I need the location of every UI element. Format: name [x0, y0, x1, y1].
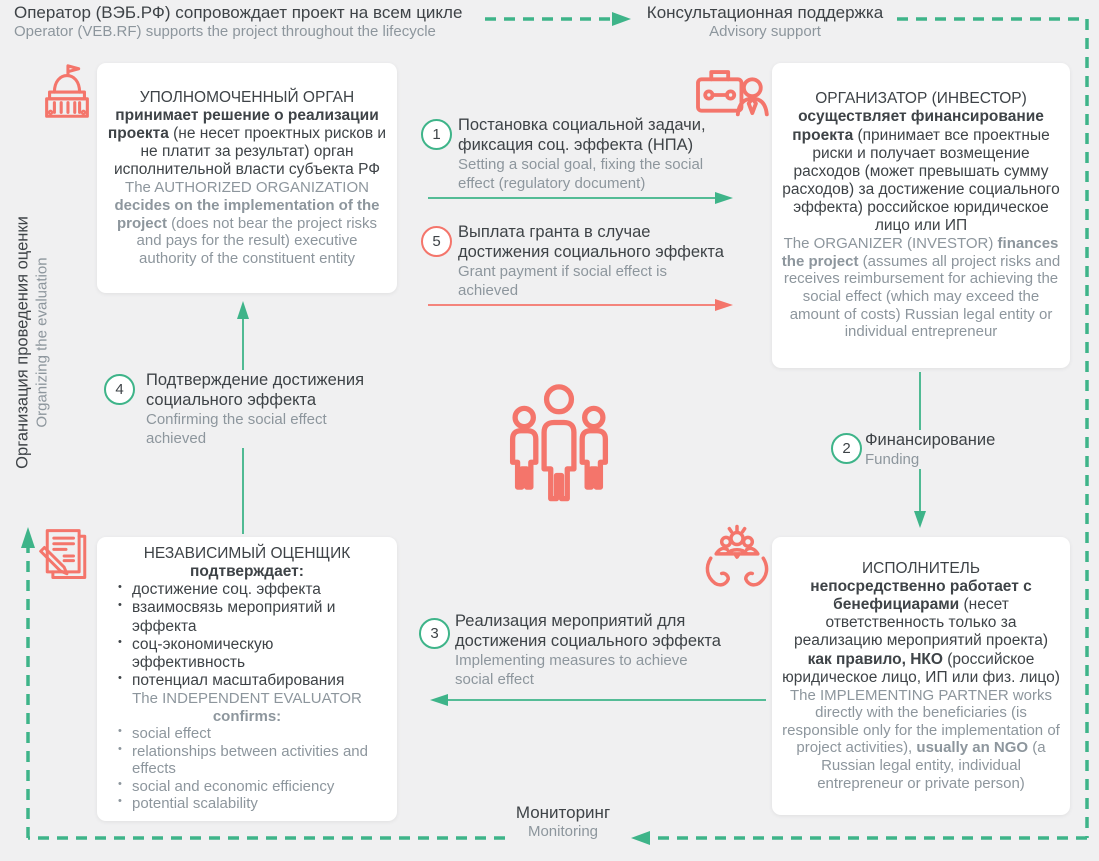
- document-pen-icon: [36, 523, 96, 587]
- step2-text-ru: Финансирование: [865, 431, 996, 449]
- bullet-item: • relationships between activities and effects: [116, 743, 388, 778]
- step4-number: 4: [115, 381, 124, 398]
- step1-text-ru: Постановка социальной задачи, фиксация соц. эффекта (НПА): [458, 116, 706, 155]
- step2-number: 2: [842, 440, 851, 457]
- card-authorized-organization: [97, 63, 397, 293]
- side-label-en: Organizing the evaluation: [33, 257, 51, 428]
- advisory-label-en: Advisory support: [709, 23, 821, 40]
- bullet-item: • потенциал масштабирования: [116, 672, 388, 690]
- step3-arrow: [430, 694, 766, 706]
- step2-label: [865, 430, 1025, 469]
- step3-number-badge: [419, 618, 450, 649]
- monitoring-label: [463, 803, 663, 840]
- evaluator-bullets-en: [106, 725, 388, 813]
- operator-title-ru: Оператор (ВЭБ.РФ) сопровождает проект на всем цикле: [14, 3, 463, 22]
- card-evaluator-title-ru: НЕЗАВИСИМЫЙ ОЦЕНЩИК подтверждает:: [143, 545, 351, 581]
- step3-label: [455, 611, 755, 689]
- monitoring-label-en: Monitoring: [527, 823, 599, 840]
- advisory-label: [615, 3, 915, 40]
- step1-text-en: Setting a social goal, fixing the social effect (regulatory document): [458, 156, 704, 192]
- step5-text-ru: Выплата гранта в случае достижения социального эффекта: [458, 223, 724, 262]
- operator-header: [14, 3, 462, 40]
- card-independent-evaluator: [97, 537, 397, 821]
- card-organizer-text-en: The ORGANIZER (INVESTOR) finances the project (assumes all project risks and receives reimbursement for achieving the social effect (which may exceed the amount of costs) Russian legal entity or individual entrepreneur: [781, 235, 1061, 341]
- people-group-icon: [506, 382, 612, 506]
- step3-text-en: Implementing measures to achieve social effect: [455, 652, 688, 688]
- step4-number-badge: [104, 374, 135, 405]
- step5-number-badge: [421, 226, 452, 257]
- evaluation-side-label: [14, 193, 51, 493]
- bullet-item: • взаимосвязь мероприятий и эффекта: [116, 599, 388, 635]
- evaluator-bullets-ru: [106, 581, 388, 690]
- bullet-item: • social and economic efficiency: [116, 778, 388, 796]
- side-label-ru: Организация проведения оценки: [13, 216, 32, 469]
- step4-label: [146, 370, 391, 448]
- card-implementer-text-ru: ИСПОЛНИТЕЛЬ непосредственно работает с бенефициарами (несет ответственность только за реализацию мероприятий проекта) как правило, НКО (российское юридическое лицо, ИП или физ. лицо): [782, 559, 1060, 686]
- bullet-item: • соц-экономическую эффективность: [116, 636, 388, 672]
- bullet-item: • potential scalability: [116, 795, 388, 813]
- card-authorized-text-ru: УПОЛНОМОЧЕННЫЙ ОРГАН принимает решение о реализации проекта (не несет проектных рисков и не платит за результат) орган исполнительной власти субъекта РФ: [107, 88, 387, 179]
- step5-arrow: [428, 299, 733, 311]
- step4-text-en: Confirming the social effect achieved: [146, 411, 327, 447]
- card-organizer-text-ru: ОРГАНИЗАТОР (ИНВЕСТОР) осуществляет финансирование проекта (принимает все проектные риски и получает возмещение расходов (может превышать сумму расходов) за достижение социального эффекта) российское юридическое лицо или ИП: [782, 90, 1060, 235]
- step1-label: [458, 115, 750, 193]
- card-implementing-partner: [772, 537, 1070, 815]
- government-building-icon: [36, 57, 98, 129]
- step1-number-badge: [421, 119, 452, 150]
- card-implementer-text-en: The IMPLEMENTING PARTNER works directly with the beneficiaries (is responsible only for the implementation of project activities), usually an NGO (a Russian legal entity, individual entrepreneur or private person): [782, 686, 1060, 792]
- advisory-label-ru: Консультационная поддержка: [646, 3, 884, 22]
- step1-arrow: [428, 192, 733, 204]
- step1-number: 1: [432, 126, 441, 143]
- step5-number: 5: [432, 233, 441, 250]
- step3-text-ru: Реализация мероприятий для достижения социального эффекта: [455, 612, 721, 651]
- step5-text-en: Grant payment if social effect is achieved: [458, 263, 667, 299]
- card-authorized-text-en: The AUTHORIZED ORGANIZATION decides on the implementation of the project (does not bear the project risks and pays for the result) executive authority of the constituent entity: [114, 179, 380, 267]
- hands-people-icon: [702, 523, 772, 589]
- operator-title-en: Operator (VEB.RF) supports the project throughout the lifecycle: [14, 23, 436, 40]
- bullet-item: • social effect: [116, 725, 388, 743]
- monitoring-label-ru: Мониторинг: [515, 803, 611, 822]
- step2-text-en: Funding: [865, 451, 920, 469]
- card-organizer-investor: [772, 63, 1070, 368]
- step3-number: 3: [430, 625, 439, 642]
- step4-text-ru: Подтверждение достижения социального эффекта: [146, 371, 365, 410]
- bullet-item: • достижение соц. эффекта: [116, 581, 388, 599]
- card-evaluator-title-en: The INDEPENDENT EVALUATOR confirms:: [132, 690, 362, 725]
- step5-label: [458, 222, 758, 300]
- step2-number-badge: [831, 433, 862, 464]
